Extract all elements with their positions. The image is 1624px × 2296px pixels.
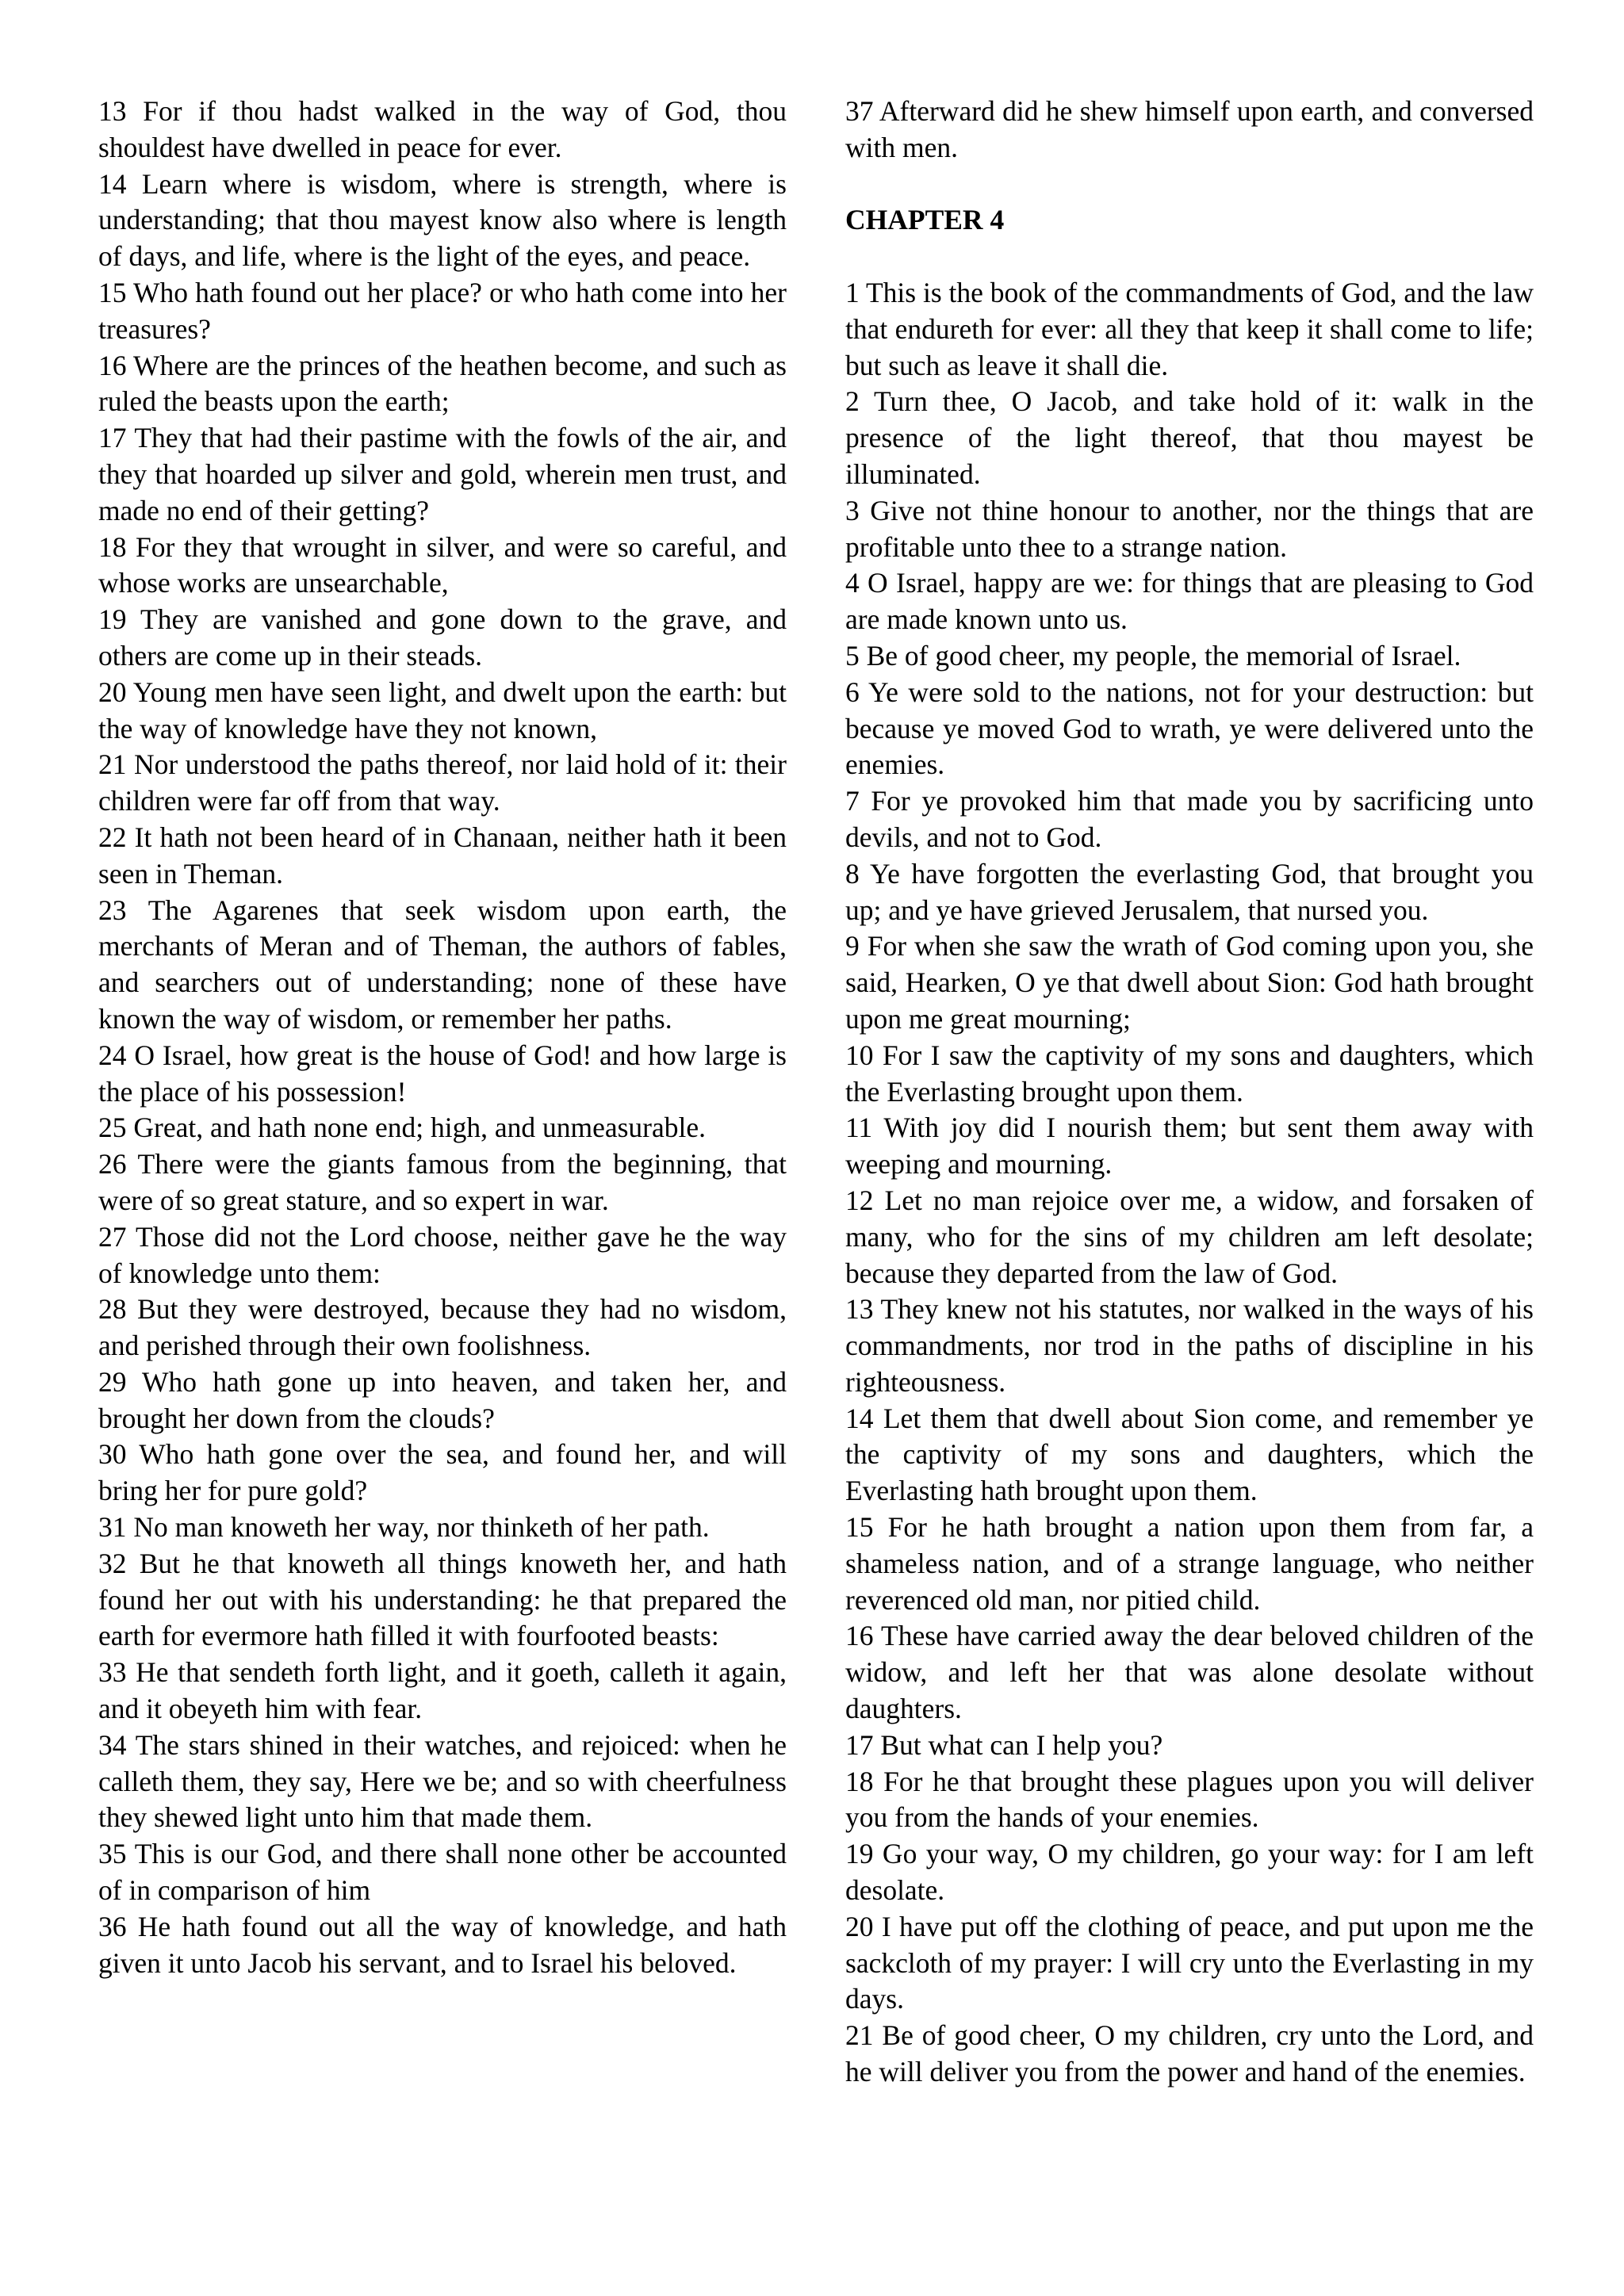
verse: 35 This is our God, and there shall none other be accounted of in comparison of him	[98, 1838, 787, 1907]
verse: 34 The stars shined in their watches, and rejoiced: when he calleth them, they say, Here we be; and so with cheerfulness they shewed light unto him that made them.	[98, 1728, 787, 1834]
verse: 25 Great, and hath none end; high, and unmeasurable.	[98, 1112, 706, 1144]
verse: 22 It hath not been heard of in Chanaan, neither hath it been seen in Theman.	[98, 821, 787, 890]
verse: 30 Who hath gone over the sea, and found her, and will bring her for pure gold?	[98, 1438, 787, 1507]
verse: 21 Be of good cheer, O my children, cry unto the Lord, and he will deliver you from the power and hand of the enemies.	[845, 2019, 1534, 2088]
verse: 37 Afterward did he shew himself upon earth, and conversed with men.	[845, 95, 1534, 163]
verse: 16 Where are the princes of the heathen become, and such as ruled the beasts upon the earth;	[98, 349, 787, 418]
verse: 36 He hath found out all the way of knowledge, and hath given it unto Jacob his servant, and to Israel his beloved.	[98, 1910, 787, 1979]
verse: 18 For he that brought these plagues upon you will deliver you from the hands of your enemies.	[845, 1765, 1534, 1834]
verse: 11 With joy did I nourish them; but sent them away with weeping and mourning.	[845, 1112, 1534, 1181]
verse: 24 O Israel, how great is the house of God! and how large is the place of his possession!	[98, 1039, 787, 1108]
verse: 10 For I saw the captivity of my sons and daughters, which the Everlasting brought upon them.	[845, 1039, 1534, 1108]
verse: 27 Those did not the Lord choose, neither gave he the way of knowledge unto them:	[98, 1220, 787, 1289]
verse: 3 Give not thine honour to another, nor the things that are profitable unto thee to a strange nation.	[845, 494, 1534, 563]
verse: 19 They are vanished and gone down to the grave, and others are come up in their steads.	[98, 603, 787, 672]
verse: 32 But he that knoweth all things knoweth her, and hath found her out with his understanding: he that prepared the earth for evermore hath filled it with fourfooted beasts:	[98, 1547, 787, 1652]
verse: 15 For he hath brought a nation upon them from far, a shameless nation, and of a strange language, who neither reverenced old man, nor pitied child.	[845, 1511, 1534, 1616]
verse: 29 Who hath gone up into heaven, and taken her, and brought her down from the clouds?	[98, 1365, 787, 1434]
verse: 31 No man knoweth her way, nor thinketh of her path.	[98, 1511, 710, 1544]
verse: 13 They knew not his statutes, nor walked in the ways of his commandments, nor trod in the paths of discipline in his righteousness.	[845, 1293, 1534, 1398]
verse: 13 For if thou hadst walked in the way of God, thou shouldest have dwelled in peace for ever.	[98, 95, 787, 163]
verse: 7 For ye provoked him that made you by sacrificing unto devils, and not to God.	[845, 785, 1534, 853]
verse: 16 These have carried away the dear beloved children of the widow, and left her that was alone desolate without daughters.	[845, 1620, 1534, 1725]
verse: 26 There were the giants famous from the beginning, that were of so great stature, and so expert in war.	[98, 1148, 787, 1216]
right-column	[845, 94, 1534, 2091]
verse: 14 Let them that dwell about Sion come, and remember ye the captivity of my sons and daughters, which the Everlasting hath brought upon them.	[845, 1402, 1534, 1507]
left-column	[98, 94, 787, 1981]
verse: 28 But they were destroyed, because they had no wisdom, and perished through their own foolishness.	[98, 1293, 787, 1362]
verse: 20 Young men have seen light, and dwelt upon the earth: but the way of knowledge have they not known,	[98, 675, 787, 744]
verse: 21 Nor understood the paths thereof, nor laid hold of it: their children were far off from that way.	[98, 748, 787, 817]
verse: 8 Ye have forgotten the everlasting God, that brought you up; and ye have grieved Jerusalem, that nursed you.	[845, 857, 1534, 926]
verse: 15 Who hath found out her place? or who hath come into her treasures?	[98, 276, 787, 345]
verse: 12 Let no man rejoice over me, a widow, and forsaken of many, who for the sins of my children am left desolate; because they departed from the law of God.	[845, 1184, 1534, 1289]
chapter-heading: CHAPTER 4	[845, 204, 1005, 236]
verse: 6 Ye were sold to the nations, not for your destruction: but because ye moved God to wrath, ye were delivered unto the enemies.	[845, 675, 1534, 781]
verse: 23 The Agarenes that seek wisdom upon earth, the merchants of Meran and of Theman, the authors of fables, and searchers out of understanding; none of these have known the way of wisdom, or remember her paths.	[98, 894, 787, 1035]
verse: 14 Learn where is wisdom, where is strength, where is understanding; that thou mayest know also where is length of days, and life, where is the light of the eyes, and peace.	[98, 167, 787, 273]
verse: 19 Go your way, O my children, go your way: for I am left desolate.	[845, 1838, 1534, 1907]
verse: 9 For when she saw the wrath of God coming upon you, she said, Hearken, O ye that dwell about Sion: God hath brought upon me great mourning;	[845, 930, 1534, 1035]
verse: 4 O Israel, happy are we: for things that are pleasing to God are made known unto us.	[845, 567, 1534, 636]
verse: 20 I have put off the clothing of peace, and put upon me the sackcloth of my prayer: I will cry unto the Everlasting in my days.	[845, 1910, 1534, 2015]
verse: 5 Be of good cheer, my people, the memorial of Israel.	[845, 639, 1461, 672]
verse: 17 They that had their pastime with the fowls of the air, and they that hoarded up silver and gold, wherein men trust, and made no end of their getting?	[98, 422, 787, 526]
verse: 17 But what can I help you?	[845, 1728, 1163, 1761]
verse: 33 He that sendeth forth light, and it goeth, calleth it again, and it obeyeth him with fear.	[98, 1656, 787, 1725]
verse: 2 Turn thee, O Jacob, and take hold of it: walk in the presence of the light thereof, that thou mayest be illuminated.	[845, 385, 1534, 490]
verse: 1 This is the book of the commandments of God, and the law that endureth for ever: all they that keep it shall come to life; but such as leave it shall die.	[845, 276, 1534, 381]
verse: 18 For they that wrought in silver, and were so careful, and whose works are unsearchable,	[98, 530, 787, 599]
